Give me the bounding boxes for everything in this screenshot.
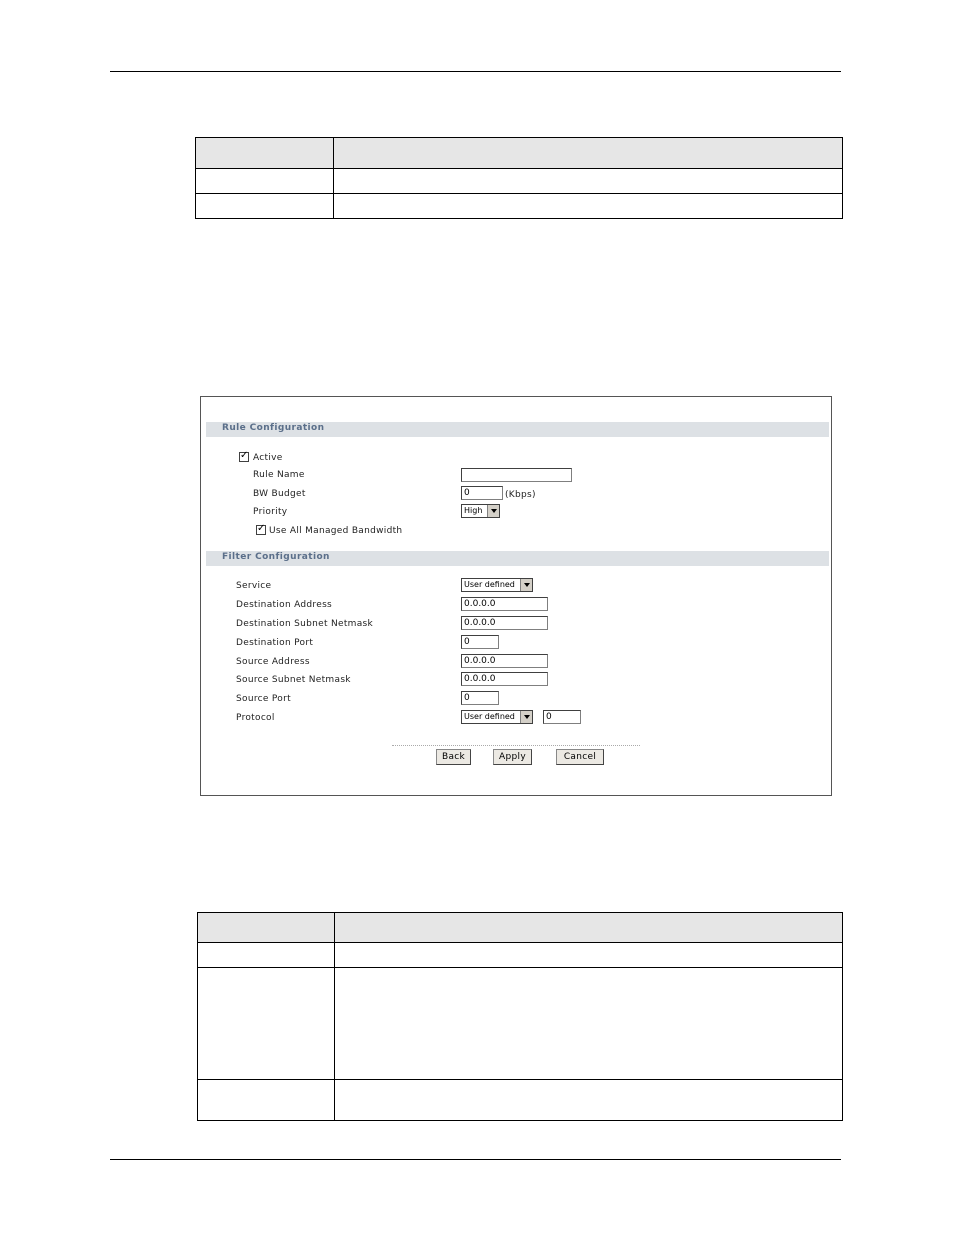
destination-subnet-netmask-input[interactable]: 0.0.0.0 (461, 616, 548, 630)
destination-port-input[interactable]: 0 (461, 635, 499, 649)
rule-name-input[interactable] (461, 468, 572, 482)
source-port-label: Source Port (236, 694, 291, 704)
table-cell (198, 943, 335, 968)
bottom-table (197, 912, 843, 1121)
apply-button[interactable]: Apply (493, 749, 532, 765)
table-cell (335, 968, 843, 1080)
rule-name-label: Rule Name (253, 470, 305, 480)
table-row (198, 1080, 843, 1121)
bw-budget-input[interactable]: 0 (461, 486, 503, 500)
table-cell (196, 169, 334, 194)
chevron-down-icon (487, 505, 499, 517)
footer-rule (110, 1159, 841, 1160)
service-label: Service (236, 581, 272, 591)
table-header-row (198, 913, 843, 943)
chevron-down-icon (520, 711, 532, 723)
source-address-label: Source Address (236, 657, 310, 667)
active-label: Active (253, 453, 283, 463)
bw-budget-unit: (Kbps) (505, 490, 536, 500)
top-table (195, 137, 843, 219)
table-row (198, 968, 843, 1080)
table-cell (334, 194, 843, 219)
service-select[interactable] (461, 578, 533, 592)
filter-configuration-bar (206, 551, 829, 566)
protocol-label: Protocol (236, 713, 275, 723)
check-icon: ✓ (240, 450, 249, 461)
cancel-button[interactable]: Cancel (556, 749, 604, 765)
protocol-value: User defined (464, 712, 515, 721)
table-cell (198, 1080, 335, 1121)
table-cell (335, 1080, 843, 1121)
table-cell (196, 138, 334, 169)
table-cell (334, 169, 843, 194)
check-icon: ✓ (257, 523, 266, 534)
priority-select[interactable] (461, 504, 500, 518)
table-cell (198, 913, 335, 943)
button-divider (392, 745, 640, 746)
rule-configuration-title: Rule Configuration (222, 423, 325, 433)
rule-config-panel (200, 396, 832, 796)
destination-address-label: Destination Address (236, 600, 333, 610)
destination-address-input[interactable]: 0.0.0.0 (461, 597, 548, 611)
source-subnet-netmask-input[interactable]: 0.0.0.0 (461, 672, 548, 686)
table-row (196, 194, 843, 219)
priority-value: High (464, 506, 483, 515)
destination-port-label: Destination Port (236, 638, 314, 648)
service-value: User defined (464, 580, 515, 589)
active-checkbox[interactable] (239, 452, 249, 462)
table-row (196, 169, 843, 194)
source-subnet-netmask-label: Source Subnet Netmask (236, 675, 351, 685)
filter-configuration-title: Filter Configuration (222, 552, 330, 562)
table-row (198, 943, 843, 968)
back-button[interactable]: Back (436, 749, 471, 765)
source-address-input[interactable]: 0.0.0.0 (461, 654, 548, 668)
bw-budget-label: BW Budget (253, 489, 306, 499)
destination-subnet-netmask-label: Destination Subnet Netmask (236, 619, 374, 629)
table-header-row (196, 138, 843, 169)
use-all-managed-bandwidth-label: Use All Managed Bandwidth (269, 526, 403, 536)
priority-label: Priority (253, 507, 288, 517)
table-cell (198, 968, 335, 1080)
source-port-input[interactable]: 0 (461, 691, 499, 705)
rule-configuration-bar (206, 422, 829, 437)
use-all-managed-bandwidth-checkbox[interactable] (256, 525, 266, 535)
header-rule (110, 71, 841, 72)
table-cell (335, 943, 843, 968)
table-cell (196, 194, 334, 219)
table-cell (335, 913, 843, 943)
protocol-select[interactable] (461, 710, 533, 724)
table-cell (334, 138, 843, 169)
protocol-number-input[interactable]: 0 (543, 710, 581, 724)
chevron-down-icon (520, 579, 532, 591)
